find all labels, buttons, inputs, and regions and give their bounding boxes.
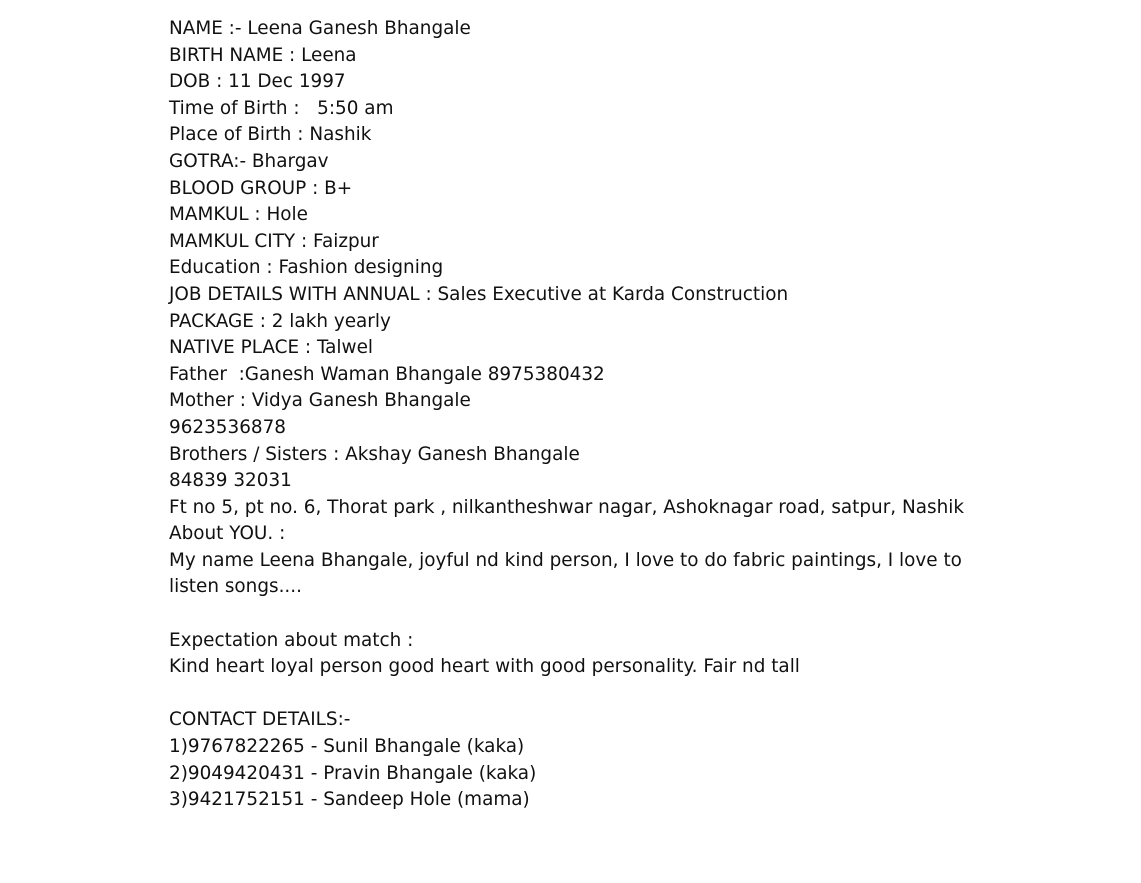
about-text: My name Leena Bhangale, joyful nd kind person, I love to do fabric paintings, I love to listen songs.... bbox=[169, 549, 962, 598]
gotra-line: GOTRA:- Bhargav bbox=[169, 150, 329, 172]
spacer bbox=[169, 601, 989, 628]
mother-phone-line: 9623536878 bbox=[169, 416, 287, 438]
contact-item: 3)9421752151 - Sandeep Hole (mama) bbox=[169, 789, 530, 811]
expectation-label: Expectation about match : bbox=[169, 629, 414, 651]
education-line: Education : Fashion designing bbox=[169, 257, 444, 279]
spacer bbox=[169, 681, 989, 708]
contact-item: 2)9049420431 - Pravin Bhangale (kaka) bbox=[169, 762, 537, 784]
native-place-line: NATIVE PLACE : Talwel bbox=[169, 337, 374, 359]
expectation-text: Kind heart loyal person good heart with good personality. Fair nd tall bbox=[169, 656, 800, 678]
about-label: About YOU. : bbox=[169, 523, 286, 545]
contact-label: CONTACT DETAILS:- bbox=[169, 709, 351, 731]
time-of-birth-line: Time of Birth : 5:50 am bbox=[169, 97, 394, 119]
mamkul-city-line: MAMKUL CITY : Faizpur bbox=[169, 230, 379, 252]
contact-item: 1)9767822265 - Sunil Bhangale (kaka) bbox=[169, 736, 525, 758]
place-of-birth-line: Place of Birth : Nashik bbox=[169, 124, 372, 146]
blood-group-line: BLOOD GROUP : B+ bbox=[169, 177, 353, 199]
package-line: PACKAGE : 2 lakh yearly bbox=[169, 310, 391, 332]
siblings-phone-line: 84839 32031 bbox=[169, 470, 292, 492]
mother-line: Mother : Vidya Ganesh Bhangale bbox=[169, 390, 471, 412]
biodata-document bbox=[169, 16, 989, 814]
address-line: Ft no 5, pt no. 6, Thorat park , nilkantheshwar nagar, Ashoknagar road, satpur, Nashik bbox=[169, 496, 964, 518]
name-line: NAME :- Leena Ganesh Bhangale bbox=[169, 18, 471, 39]
dob-line: DOB : 11 Dec 1997 bbox=[169, 71, 346, 93]
birth-name-line: BIRTH NAME : Leena bbox=[169, 44, 357, 66]
siblings-line: Brothers / Sisters : Akshay Ganesh Bhangale bbox=[169, 443, 580, 465]
job-details-line: JOB DETAILS WITH ANNUAL : Sales Executive at Karda Construction bbox=[169, 283, 789, 305]
mamkul-line: MAMKUL : Hole bbox=[169, 204, 308, 226]
father-line: Father :Ganesh Waman Bhangale 8975380432 bbox=[169, 363, 605, 385]
